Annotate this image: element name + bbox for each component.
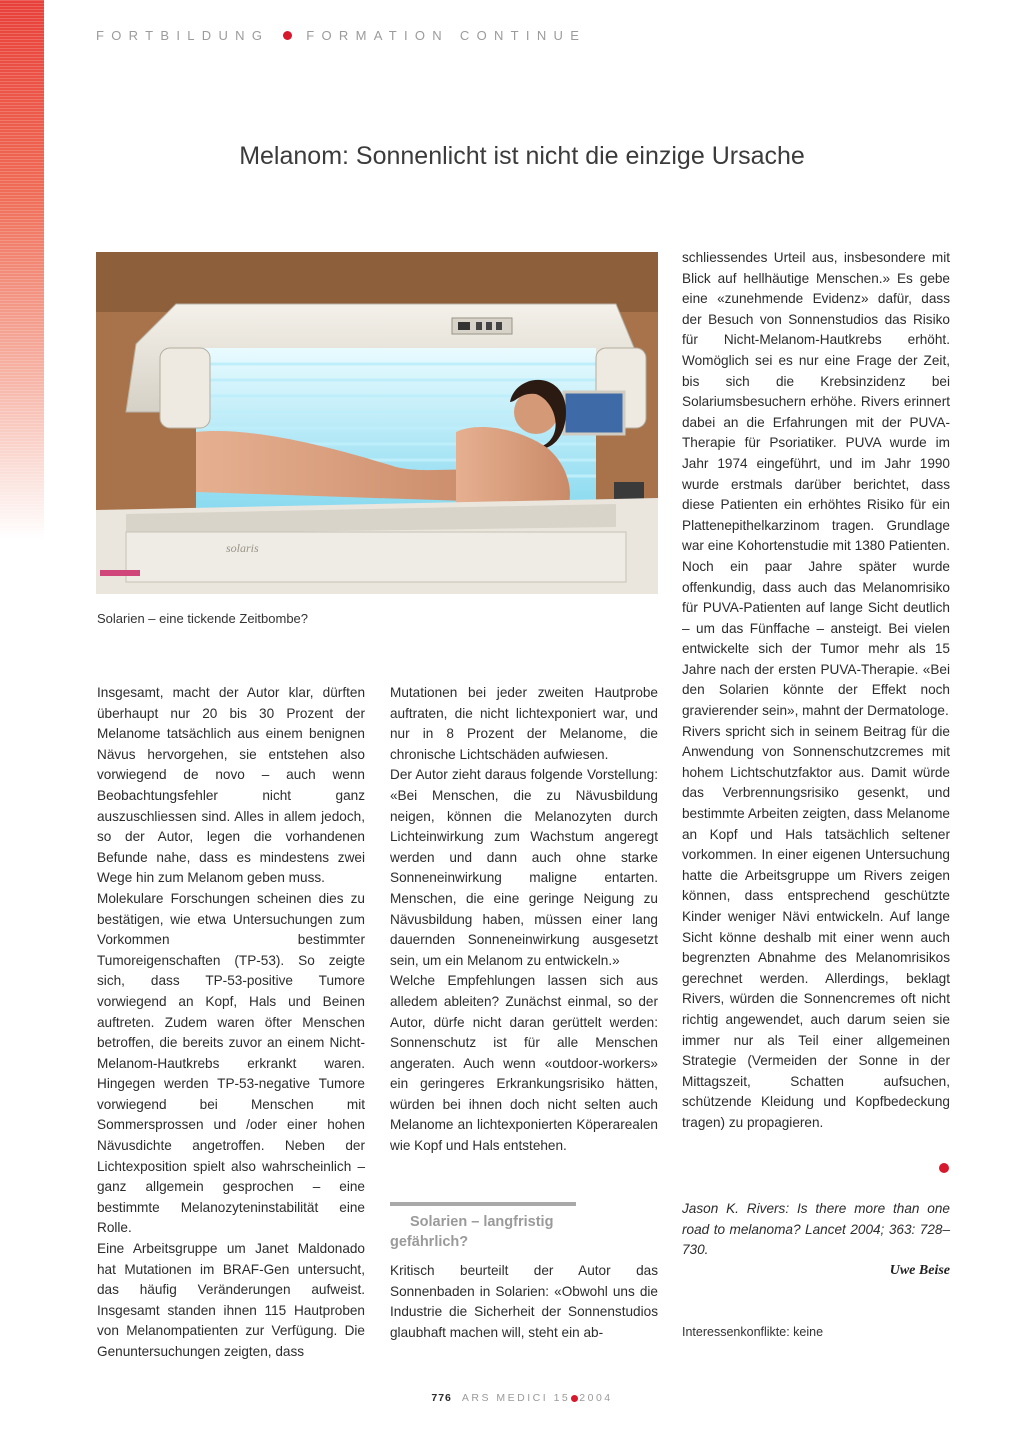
section-label-de: FORTBILDUNG bbox=[96, 27, 270, 43]
running-head bbox=[96, 26, 586, 44]
journal-year: 2004 bbox=[579, 1392, 613, 1404]
reference: Jason K. Rivers: Is there more than one road to melanoma? Lancet 2004; 363: 728–730. bbox=[682, 1201, 950, 1258]
paragraph: Rivers spricht sich in seinem Beitrag für die Anwendung von Sonnenschutzcremes mit hohem Lichtschutzfaktor aus. Damit würde das Verbrennungsrisiko gesenkt, und bestimmte Arbeiten zeigten, dass Melanome an Kopf und Hals tatsächlich seltener vorkommen. In einer eigenen Untersuchung hatte die Arbeitsgruppe um Rivers zeigen können, dass entsprechend geschützte Kinder weniger Nävi entwickeln. Auf lange Sicht könne deshalb mit einer wenn auch begrenzten Abnahme des Melanomrisikos gerechnet werden. Allerdings, beklagt Rivers, würden die Sonnencremes oft nicht richtig angewendet, auch darum seien sie immer nur als Teil einer allgemeinen Strategie (Vermeiden der Sonne in der Mittagszeit, Schatten aufsuchen, schützende Kleidung und Kopfbedeckung tragen) zu propagieren. bbox=[682, 723, 950, 1130]
separator-dot bbox=[283, 31, 292, 40]
end-of-article-dot bbox=[939, 1163, 949, 1173]
journal-name: ARS MEDICI 15 bbox=[461, 1392, 571, 1404]
page-number: 776 bbox=[431, 1392, 452, 1404]
solarium-photo bbox=[96, 252, 658, 594]
paragraph: Eine Arbeitsgruppe um Janet Maldonado hat Mutationen im BRAF-Gen untersucht, das häufig Veränderungen aufweist. Insgesamt standen ihnen 115 Hautproben von Melanompatienten zur Verfügung. Die Genuntersuchungen zeigten, dass bbox=[97, 1241, 365, 1359]
page-footer bbox=[0, 1392, 1024, 1404]
paragraph: Insgesamt, macht der Autor klar, dürften überhaupt nur 20 bis 30 Prozent der Melanome tatsächlich aus einem benignen Nävus hervorgehen, sie entstehen also vorwiegend de novo – auch wenn Beobachtungsfehler nicht ganz auszuschliessen sind. Alles in allem jedoch, so der Autor, legen die vorhandenen Befunde nahe, dass es mindestens zwei Wege hin zum Melanom geben muss. bbox=[97, 685, 365, 886]
paragraph: Molekulare Forschungen scheinen dies zu bestätigen, wie etwa Untersuchungen zum Vorkommen bestimmter Tumoreigenschaften (TP-53). So zeigte sich, dass TP-53-positive Tumore vorwiegend an Kopf, Hals und Beinen auftreten. Zudem waren öfter Menschen betroffen, die bereits zuvor an einem Nicht-Melanom-Hautkrebs erkrankt waren. Hingegen werden TP-53-negative Tumore vorwiegend bei Menschen mit Sommersprossen und /oder einer hohen Nävusdichte angetroffen. Neben der Lichtexposition spielt also wahrscheinlich – ganz allgemein gesprochen – eine bestimmte Melanozyteninstabilität eine Rolle. bbox=[97, 890, 365, 1236]
paragraph: Mutationen bei jeder zweiten Hautprobe auftraten, die nicht lichtexponiert war, und nur in 8 Prozent der Melanome, die chronische Lichtschäden aufwiesen. bbox=[390, 685, 658, 762]
svg-text:solaris: solaris bbox=[226, 541, 259, 555]
solarium-illustration bbox=[96, 252, 658, 594]
edge-color-bar bbox=[0, 0, 44, 540]
text-column-1 bbox=[97, 683, 365, 1363]
article-title: Melanom: Sonnenlicht ist nicht die einzige Ursache bbox=[239, 142, 805, 170]
text-column-3 bbox=[682, 248, 950, 1134]
conflict-of-interest: Interessenkonflikte: keine bbox=[682, 1325, 824, 1339]
text-column-2 bbox=[390, 683, 658, 1157]
text-column-2-continued bbox=[390, 1261, 658, 1343]
paragraph: schliessendes Urteil aus, insbesondere mit Blick auf hellhäutige Menschen.» Es gebe eine «zunehmende Evidenz» dafür, dass der Besuch von Sonnenstudios das Risiko für Nicht-Melanom-Hautkrebs erhöht. Womöglich sei es nur eine Frage der Zeit, bis sich die Krebsinzidenz bei Solariumsbesuchern erhöhe. Rivers erinnert dabei an die Erfahrungen mit der PUVA-Therapie für Psoriatiker. PUVA wurde im Jahr 1974 eingeführt, und im Jahr 1990 wurde erstmals darüber berichtet, dass diese Patienten ein erhöhtes Risiko für ein Plattenepithelkarzinom tragen. Grundlage war eine Kohortenstudie mit 1380 Patienten. Noch ein paar Jahre später wurde offenkundig, dass auch das Melanomrisiko für PUVA-Patienten auf lange Sicht deutlich – um das Fünffache – ansteigt. Bei vielen entwickelte sich der Tumor mehr als 15 Jahre nach der ersten PUVA-Therapie. «Bei den Solarien könnte der Effekt noch gravierender sein», mahnt der Dermatologe. bbox=[682, 250, 950, 719]
footer-dot bbox=[571, 1395, 578, 1402]
subheading: Solarien – langfristig gefährlich? bbox=[390, 1214, 554, 1250]
paragraph: Kritisch beurteilt der Autor das Sonnenbaden in Solarien: «Obwohl uns die Industrie die Sicherheit der Sonnenstudios glaubhaft machen will, steht ein ab- bbox=[390, 1263, 658, 1340]
photo-caption: Solarien – eine tickende Zeitbombe? bbox=[97, 611, 309, 626]
subheading-box bbox=[390, 1202, 576, 1252]
section-label-fr: FORMATION CONTINUE bbox=[306, 27, 587, 43]
paragraph: Der Autor zieht daraus folgende Vorstellung: «Bei Menschen, die zu Nävusbildung neigen, können die Melanozyten durch Lichteinwirkung zum Wachstum angeregt werden und dann auch ohne starke Sonneneinwirkung maligne entarten. Menschen, die eine geringe Neigung zu Nävusbildung haben, müssen einer lang dauernden Sonneneinwirkung ausgesetzt sein, um ein Melanom zu entwickeln.» bbox=[390, 767, 658, 968]
author-name: Uwe Beise bbox=[889, 1263, 950, 1278]
paragraph: Welche Empfehlungen lassen sich aus alledem ableiten? Zunächst einmal, so der Autor, dürfe nicht daran gerüttelt werden: Sonnenschutz ist für alle Menschen angeraten. Auch wenn «outdoor-workers» ein geringeres Erkrankungsrisiko hätten, würden bei ihnen doch nicht selten auch Melanome an lichtexponierten Köperarealen wie Kopf und Hals entstehen. bbox=[390, 973, 658, 1154]
